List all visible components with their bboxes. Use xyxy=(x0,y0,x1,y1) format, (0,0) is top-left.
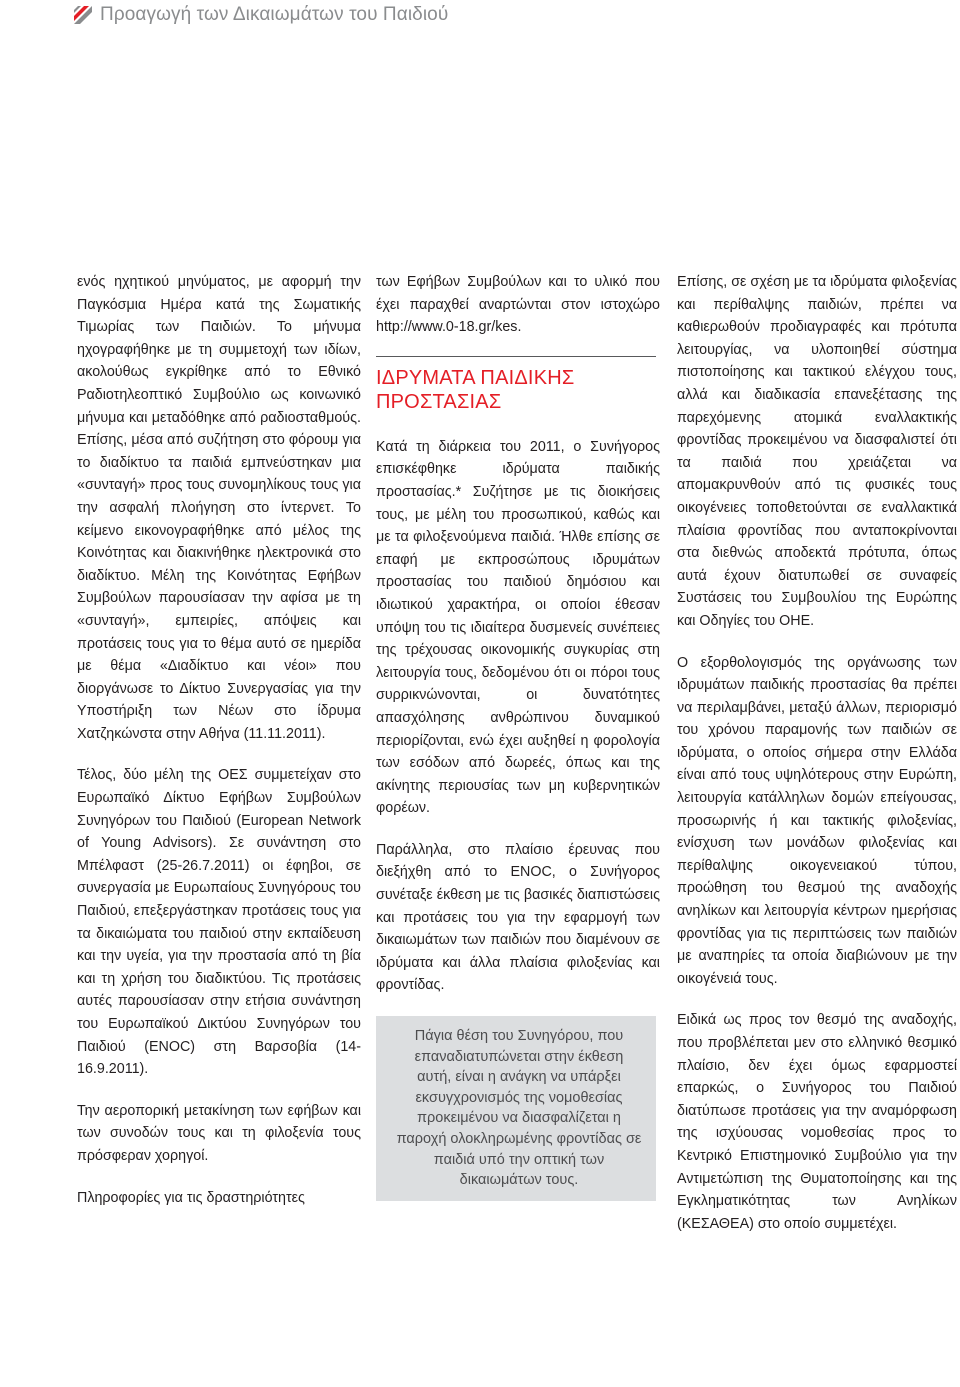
highlight-box: Πάγια θέση του Συνηγόρου, που επαναδιατυπώνεται στην έκθεση αυτή, είναι η ανάγκη να υπάρξει εκσυγχρονισμός της νομοθεσίας προκειμένου να διασφαλίζεται η παροχή ολοκληρωμένης φροντίδας σε παιδιά υπό την οπτική των δικαιωμάτων τους. xyxy=(376,1016,656,1201)
running-header-title: Προαγωγή των Δικαιωμάτων του Παιδιού xyxy=(100,4,449,25)
paragraph: Ειδικά ως προς τον θεσμό της αναδοχής, που προβλέπεται μεν στο ελληνικό θεσμικό πλαίσιο, δεν έχει όμως εφαρμοστεί επαρκώς, ο Συνήγορος του Παιδιού διατύπωσε προτάσεις για την αναμόρφωση της ισχύουσας νομοθεσίας προς το Κεντρικό Επιστημονικό Συμβούλιο για την Αντιμετώπιση της Θυματοποίησης και της Εγκληματικότητας των Ανηλίκων (ΚΕΣΑΘΕΑ) στο οποίο συμμετέχει. xyxy=(677,1012,957,1232)
text-column-1 xyxy=(77,271,361,1209)
page-header xyxy=(74,2,448,28)
paragraph: Την αεροπορική μετακίνηση των εφήβων και των συνοδών τους και τη φιλοξενία τους πρόσφεραν χορηγοί. xyxy=(77,1102,361,1164)
paragraph: των Εφήβων Συμβούλων και το υλικό που έχει παραχθεί αναρτώνται στον ιστοχώρο http://www.0-18.gr/kes. xyxy=(376,274,660,336)
paragraph: Ο εξορθολογισμός της οργάνωσης των ιδρυμάτων παιδικής προστασίας θα πρέπει να περιλαμβάνει, μεταξύ άλλων, περιορισμό του χρόνου παραμονής των παιδιών σε ιδρύματα, ο οποίος σήμερα στην Ελλάδα είναι από τους υψηλότερους στην Ευρώπη, λειτουργία κατάλληλων δομών επείγουσας, προσωρινής ή και τακτικής φιλοξενίας, ενίσχυση των μονάδων φιλοξενίας και περίθαλψης οικογενειακού τύπου, προώθηση του θεσμού της αναδοχής ανηλίκων και λειτουργία κέντρων ημερήσιας φροντίδας για τις περιπτώσεις των παιδιών με αναπηρίες τα οποία διαβιώνουν με την οικογένειά τους. xyxy=(677,654,957,987)
paragraph: Πληροφορίες για τις δραστηριότητες xyxy=(77,1189,305,1206)
slash-stripes-icon xyxy=(74,6,92,24)
paragraph: ενός ηχητικού μηνύματος, με αφορμή την Παγκόσμια Ημέρα κατά της Σωματικής Τιμωρίας των Παιδιών. Το μήνυμα ηχογραφήθηκε με τη συμμετοχή των ιδίων, ακολούθως εγκρίθηκε από το Εθνικό Ραδιοτηλεοπτικό Συμβούλιο ως κοινωνικό μήνυμα και μεταδόθηκε από ραδιοσταθμούς. Επίσης, μέσα από συζήτηση στο φόρουμ για το διαδίκτυο τα παιδιά εμπνεύστηκαν μια «συνταγή» προς τους συνομηλίκους τους για την ασφαλή πλοήγηση στο ίντερνετ. Το κείμενο εικονογραφήθηκε από μέλος της Κοινότητας και διακινήθηκε ηλεκτρονικά στο διαδίκτυο. Μέλη της Κοινότητας Εφήβων Συμβούλων παρουσίασαν την αφίσα με τη «συνταγή», εμπειρίες, απόψεις και προτάσεις τους για το θέμα αυτό σε ημερίδα με θέμα «Διαδίκτυο και νέοι» που διοργάνωσε το Δίκτυο Συνεργασίας για την Υποστήριξη των Νέων στο ίδρυμα Χατζηκώνστα στην Αθήνα (11.11.2011). xyxy=(77,274,361,742)
paragraph: Τέλος, δύο μέλη της ΟΕΣ συμμετείχαν στο Ευρωπαϊκό Δίκτυο Εφήβων Συμβούλων Συνηγόρων του Παιδιού (European Network of Young Advisors). Σε συνάντηση στο Μπέλφαστ (25-26.7.2011) οι έφηβοι, σε συνεργασία με Ευρωπαίους Συνηγόρους του Παιδιού, επεξεργάστηκαν προτάσεις τους για τα δικαιώματα του παιδιού στην εκπαίδευση και την υγεία, για την προστασία από τη βία και τη χρήση του διαδικτύου. Τις προτάσεις αυτές παρουσίασαν στην ετήσια συνάντηση του Ευρωπαϊκού Δικτύου Συνηγόρων του Παιδιού (ENOC) στη Βαρσοβία (14-16.9.2011). xyxy=(77,767,361,1078)
text-column-2 xyxy=(376,271,660,1201)
section-heading: ΙΔΡΥΜΑΤΑ ΠΑΙΔΙΚΗΣ ΠΡΟΣΤΑΣΙΑΣ xyxy=(376,366,575,413)
paragraph: Κατά τη διάρκεια του 2011, ο Συνήγορος επισκέφθηκε ιδρύματα παιδικής προστασίας.* Συζήτησε με τις διοικήσεις τους, με μέλη του προσωπικού, καθώς και με τα φιλοξενούμενα παιδιά. Ήλθε επίσης σε επαφή με εκπροσώπους ιδρυμάτων προστασίας του παιδιού δημόσιου και ιδιωτικού χαρακτήρα, οι οποίοι έθεσαν υπόψη του τις ιδιαίτερα δυσμενείς συνέπειες της τρέχουσας οικονομικής συγκυρίας στη λειτουργία τους, δεδομένου ότι οι πόροι τους συρρικνώνονται, οι δυνατότητες απασχόλησης ανθρώπινου δυναμικού περιορίζονται, ενώ έχει αυξηθεί η φορολογία των εσόδων από δωρεές, όπως και της ακίνητης περιουσίας των μη κυβερνητικών φορέων. xyxy=(376,438,660,817)
section-divider xyxy=(376,356,656,357)
paragraph: Επίσης, σε σχέση με τα ιδρύματα φιλοξενίας και περίθαλψης παιδιών, πρέπει να καθιερωθούν προδιαγραφές και πρότυπα λειτουργίας, να υλοποιηθεί σύστημα πιστοποίησης και τακτικού ελέγχου τους, αλλά και διαδικασία επανεξέτασης της παρεχόμενης ατομικά εναλλακτικής φροντίδας προκειμένου να διασφαλιστεί ότι τα παιδιά που χρειάζεται να απομακρυνθούν από τις φυσικές τους οικογένειες τοποθετούνται σε εναλλακτικά πλαίσια φροντίδας που ανταποκρίνονται στα διεθνώς αποδεκτά πρότυπα, όπως αυτά έχουν διατυπωθεί σε συναφείς Συστάσεις του Συμβουλίου της Ευρώπης και Οδηγίες του ΟΗΕ. xyxy=(677,274,957,629)
text-column-3 xyxy=(677,271,957,1235)
paragraph: Παράλληλα, στο πλαίσιο έρευνας που διεξήχθη από το ENOC, ο Συνήγορος συνέταξε έκθεση με τις βασικές διαπιστώσεις και προτάσεις του για την εφαρμογή των δικαιωμάτων των παιδιών που διαμένουν σε ιδρύματα και άλλα πλαίσια φιλοξενίας και φροντίδας. xyxy=(376,841,660,994)
